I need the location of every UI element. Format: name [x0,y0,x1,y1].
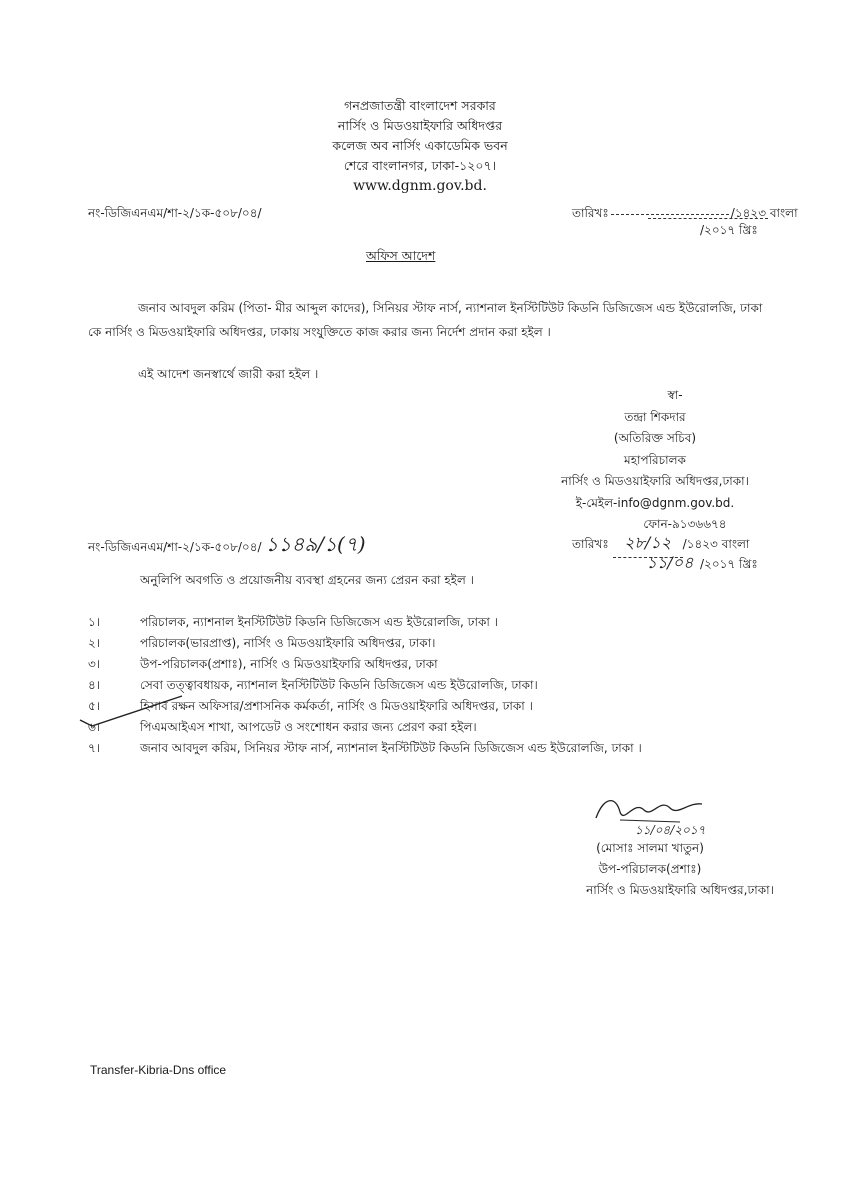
signatory-rank: (অতিরিক্ত সচিব) [613,431,697,445]
date-english: /২০১৭ খ্রিঃ [700,223,758,237]
handwritten-memo-number: ১১৪৯/১(৭) [265,532,366,556]
signatory2-block [500,838,800,901]
memo2-date-bangla: তারিখঃ ২৮/১২ /১৪২৩ বাংলা [572,530,749,558]
letterhead-address: শেরে বাংলানগর, ঢাকা-১২০৭। [343,158,497,173]
list-item: ৪। সেবা তত্ত্বাবধায়ক, ন্যাশনাল ইনস্টিটিউট কিডনি ডিজিজেস এন্ড ইউরোলজি, ঢাকা। [88,678,538,692]
date-bangla: /১৪২৩ বাংলা [730,206,798,220]
list-item: ৬। পিএমআইএস শাখা, আপডেট ও সংশোধন করার জন্য প্রেরণ করা হইল। [88,720,477,734]
order-paragraph: জনাব আবদুল করিম (পিতা- মীর আব্দুল কাদের), সিনিয়র স্টাফ নার্স, ন্যাশনাল ইনস্টিটিউট কিডনি ডিজিজেস এন্ড ইউরোলজি, ঢাকা কে নার্সিং ও মিডওয়াইফারি অধিদপ্তর, ঢাকায় সংযুক্তিতে কাজ করার জন্য নির্দেশ প্রদান করা হইল । [88,301,763,339]
memo2-number: নং-ডিজিএনএম/শা-২/১ক-৫০৮/০৪/ ১১৪৯/১(৭) [88,532,366,556]
letterhead-website: www.dgnm.gov.bd. [353,178,487,194]
list-item: ৩। উপ-পরিচালক(প্রশাঃ), নার্সিং ও মিডওয়াইফারি অধিদপ্তর, ঢাকা [88,657,438,671]
letterhead-directorate: নার্সিং ও মিডওয়াইফারি অধিদপ্তর [337,118,503,133]
document-title: অফিস আদেশ [366,248,436,263]
footer-note: Transfer-Kibria-Dns office [90,1063,227,1077]
public-interest-line: এই আদেশ জনস্বার্থে জারী করা হইল । [138,367,319,381]
memo2-date-english: ১১/০৪ /২০১৭ খ্রিঃ [640,550,758,577]
signatory2-office: নার্সিং ও মিডওয়াইফারি অধিদপ্তর,ঢাকা। [586,883,774,897]
letterhead-government: গনপ্রজাতন্ত্রী বাংলাদেশ সরকার [344,98,496,113]
signed-mark: স্বা- [667,388,683,402]
copy-intro: অনুলিপি অবগতি ও প্রয়োজনীয় ব্যবস্থা গ্রহনের জন্য প্রেরন করা হইল । [140,573,474,587]
handwritten-day-bangla: ২৮/১২ [613,530,683,558]
checkmark-icon [78,690,188,730]
signatory-phone: ফোন-৯১৩৬৬৭৪ [643,517,727,531]
signatory-email: ই-মেইল-info@dgnm.gov.bd. [575,495,735,510]
handwritten-day-english: ১১/০৪ [646,553,694,572]
date-label: তারিখঃ /১৪২৩ বাংলা [572,206,798,220]
list-item: ৫। হিসাব রক্ষন অফিসার/প্রশাসনিক কর্মকর্তা, নার্সিং ও মিডওয়াইফারি অধিদপ্তর, ঢাকা । [88,699,533,713]
letterhead-building: কলেজ অব নার্সিং একাডেমিক ভবন [332,138,508,153]
signatory-designation: মহাপরিচালক [624,452,686,467]
date-divider [648,218,768,219]
signatory-office: নার্সিং ও মিডওয়াইফারি অধিদপ্তর,ঢাকা। [561,474,749,488]
list-item: ২। পরিচালক(ভারপ্রাপ্ত), নার্সিং ও মিডওয়াইফারি অধিদপ্তর, ঢাকা। [88,636,436,650]
list-item: ৭। জনাব আবদুল করিম, সিনিয়র স্টাফ নার্স, ন্যাশনাল ইনস্টিটিউট কিডনি ডিজিজেস এন্ড ইউরোলজি, ঢাকা । [88,741,642,755]
memo-number: নং-ডিজিএনএম/শা-২/১ক-৫০৮/০৪/ [88,206,262,220]
copy-list [88,612,642,759]
signatory2-designation: উপ-পরিচালক(প্রশাঃ) [598,862,702,876]
letterhead [250,96,590,196]
signatory2-name: (মোসাঃ সালমা খাতুন) [596,841,704,855]
signatory-name: তন্দ্রা শিকদার [624,409,686,424]
signatory-block [520,385,790,536]
list-item: ১। পরিচালক, ন্যাশনাল ইনস্টিটিউট কিডনি ডিজিজেস এন্ড ইউরোলজি, ঢাকা । [88,615,498,629]
signature-date: ১১/০৪/২০১৭ [635,823,706,837]
